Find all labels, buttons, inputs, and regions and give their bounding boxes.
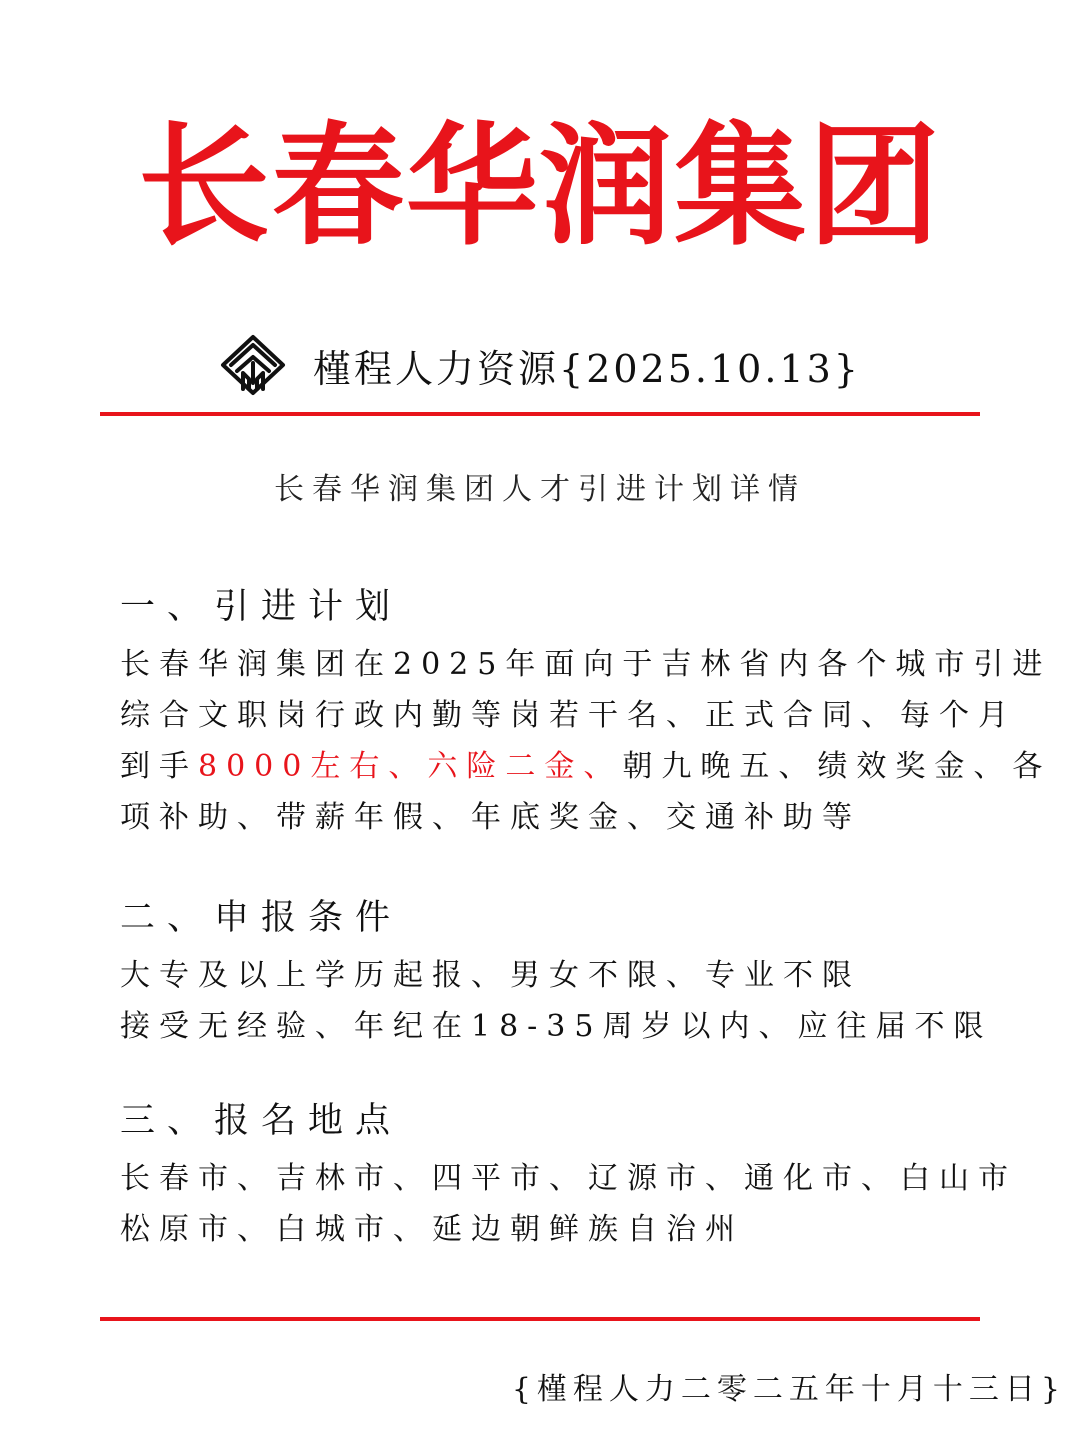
main-title: 长春华润集团 <box>138 110 942 264</box>
body-line-with-highlight <box>120 741 1052 792</box>
brand-row <box>0 330 1080 400</box>
section-body <box>120 950 1000 1052</box>
body-line: 松原市、白城市、延边朝鲜族自治州 <box>120 1212 744 1247</box>
section-heading: 一、引进计划 <box>120 587 403 627</box>
bottom-divider <box>100 1317 980 1321</box>
section-body <box>120 1153 1017 1255</box>
body-line: 综合文职岗行政内勤等岗若干名、正式合同、每个月 <box>120 698 1017 733</box>
top-divider <box>100 412 980 416</box>
section-heading: 二、申报条件 <box>120 898 403 938</box>
section-introduction-plan <box>120 581 1052 843</box>
section-application-requirements <box>120 892 1000 1052</box>
line-suffix: 朝九晚五、绩效奖金、各 <box>622 749 1052 784</box>
section-registration-locations <box>120 1095 1017 1255</box>
body-line: 长春华润集团在2025年面向于吉林省内各个城市引进 <box>120 647 1052 682</box>
body-line: 接受无经验、年纪在18-35周岁以内、应往届不限 <box>120 1009 993 1044</box>
salary-benefits-highlight: 8000左右、六险二金、 <box>198 749 623 784</box>
brand-text: 槿程人力资源{2025.10.13} <box>313 346 861 391</box>
subtitle: 长春华润集团人才引进计划详情 <box>274 472 806 507</box>
body-line: 大专及以上学历起报、男女不限、专业不限 <box>120 958 861 993</box>
line-prefix: 到手 <box>120 749 198 784</box>
section-body <box>120 639 1052 843</box>
house-hands-logo-icon <box>219 333 287 397</box>
section-heading: 三、报名地点 <box>120 1101 403 1141</box>
body-line: 长春市、吉林市、四平市、辽源市、通化市、白山市 <box>120 1161 1017 1196</box>
footer-date: {槿程人力二零二五年十月十三日} <box>511 1372 1066 1407</box>
body-line: 项补助、带薪年假、年底奖金、交通补助等 <box>120 800 861 835</box>
